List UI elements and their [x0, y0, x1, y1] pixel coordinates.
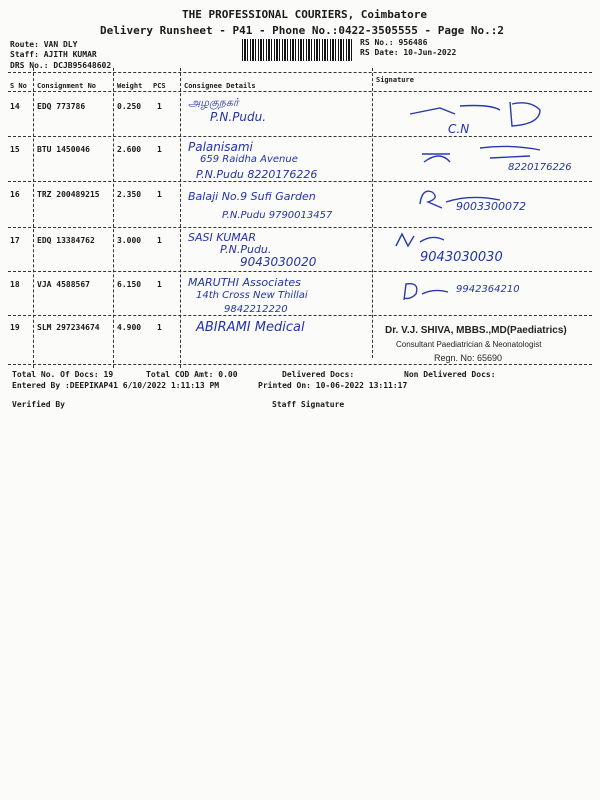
- col-signature: Signature: [376, 76, 414, 84]
- row-details-line: Palanisami: [188, 140, 253, 154]
- row-sno: 18: [10, 280, 20, 289]
- staff-signature: Staff Signature: [272, 400, 345, 409]
- route: Route: VAN DLY: [10, 40, 78, 49]
- col-divider: [33, 68, 34, 368]
- row-rule: [8, 271, 592, 272]
- row-signature: C.N: [448, 122, 470, 136]
- row-details-line: 9842212220: [224, 304, 288, 315]
- col-details: Consignee Details: [184, 82, 256, 90]
- row-details-line: P.N.Pudu 9790013457: [222, 210, 333, 221]
- entered-by: Entered By :DEEPIKAP41 6/10/2022 1:11:13 PM: [12, 381, 220, 390]
- header-rule-bottom: [8, 91, 592, 92]
- signature-icon: [410, 184, 510, 212]
- row-details-line: SASI KUMAR: [188, 231, 256, 244]
- row-details-line: P.N.Pudu.: [210, 110, 267, 124]
- row-sno: 19: [10, 323, 20, 332]
- row-signature: 9043030030: [420, 250, 503, 265]
- row-rule: [8, 315, 592, 316]
- company-name: THE PROFESSIONAL COURIERS, Coimbatore: [182, 8, 428, 21]
- row-pcs: 1: [157, 323, 162, 332]
- row-consignment: SLM 297234674: [37, 323, 100, 332]
- row-pcs: 1: [157, 102, 162, 111]
- table-bottom-rule: [8, 364, 592, 365]
- runsheet-subtitle: Delivery Runsheet - P41 - Phone No.:0422-3505555 - Page No.:2: [100, 24, 504, 37]
- barcode: [242, 39, 352, 61]
- total-docs: Total No. Of Docs: 19: [12, 370, 114, 379]
- row-pcs: 1: [157, 236, 162, 245]
- row-pcs: 1: [157, 190, 162, 199]
- row-sno: 17: [10, 236, 20, 245]
- row-details-line: Balaji No.9 Sufi Garden: [188, 190, 316, 203]
- rs-date: RS Date: 10-Jun-2022: [360, 48, 457, 57]
- col-divider: [113, 68, 114, 368]
- row-consignment: EDQ 773786: [37, 102, 86, 111]
- row-details-line: அழகுநகர்: [188, 96, 239, 109]
- row-weight: 2.350: [117, 190, 142, 199]
- rs-number: RS No.: 956486: [360, 38, 428, 47]
- signature-icon: [400, 96, 560, 136]
- row-details-line: 14th Cross New Thillai: [196, 290, 308, 301]
- doctor-stamp-regn: Regn. No: 65690: [434, 353, 503, 363]
- row-details-line: P.N.Pudu.: [220, 243, 272, 256]
- row-weight: 2.600: [117, 145, 142, 154]
- doctor-stamp-name: Dr. V.J. SHIVA, MBBS.,MD(Paediatrics): [385, 325, 567, 336]
- header-rule-top: [8, 72, 592, 73]
- col-weight: Weight: [117, 82, 143, 90]
- row-consignment: VJA 4588567: [37, 280, 90, 289]
- row-weight: 6.150: [117, 280, 142, 289]
- row-rule: [8, 136, 592, 137]
- signature-icon: [410, 138, 560, 172]
- row-consignment: BTU 1450046: [37, 145, 90, 154]
- row-pcs: 1: [157, 145, 162, 154]
- row-sno: 15: [10, 145, 20, 154]
- row-signature: 9942364210: [456, 284, 520, 295]
- staff: Staff: AJITH KUMAR: [10, 50, 97, 59]
- col-divider: [180, 68, 181, 368]
- row-rule: [8, 227, 592, 228]
- signature-icon: [392, 230, 452, 252]
- drs-number: DRS No.: DCJB95648602: [10, 61, 112, 70]
- signature-icon: [398, 278, 458, 306]
- non-delivered-docs: Non Delivered Docs:: [404, 370, 496, 379]
- total-cod: Total COD Amt: 0.00: [146, 370, 238, 379]
- row-weight: 0.250: [117, 102, 142, 111]
- row-pcs: 1: [157, 280, 162, 289]
- row-weight: 3.000: [117, 236, 142, 245]
- row-details-line: 9043030020: [240, 255, 317, 269]
- verified-by: Verified By: [12, 400, 65, 409]
- row-details-line: P.N.Pudu 8220176226: [196, 168, 318, 181]
- doctor-stamp-role: Consultant Paediatrician & Neonatologist: [396, 340, 542, 349]
- row-sno: 14: [10, 102, 20, 111]
- printed-on: Printed On: 10-06-2022 13:11:17: [258, 381, 408, 390]
- row-weight: 4.900: [117, 323, 142, 332]
- col-sno: S No: [10, 82, 27, 90]
- row-details-line: MARUTHI Associates: [188, 276, 301, 289]
- row-signature: 8220176226: [508, 162, 572, 173]
- row-signature: 9003300072: [456, 200, 526, 213]
- col-pcs: PCS: [153, 82, 166, 90]
- row-details-line: ABIRAMI Medical: [196, 320, 305, 335]
- row-consignment: EDQ 13384762: [37, 236, 95, 245]
- col-consignment: Consignment No: [37, 82, 97, 90]
- row-rule: [8, 181, 592, 182]
- delivered-docs: Delivered Docs:: [282, 370, 355, 379]
- row-sno: 16: [10, 190, 20, 199]
- row-details-line: 659 Raidha Avenue: [200, 154, 298, 165]
- row-consignment: TRZ 200489215: [37, 190, 100, 199]
